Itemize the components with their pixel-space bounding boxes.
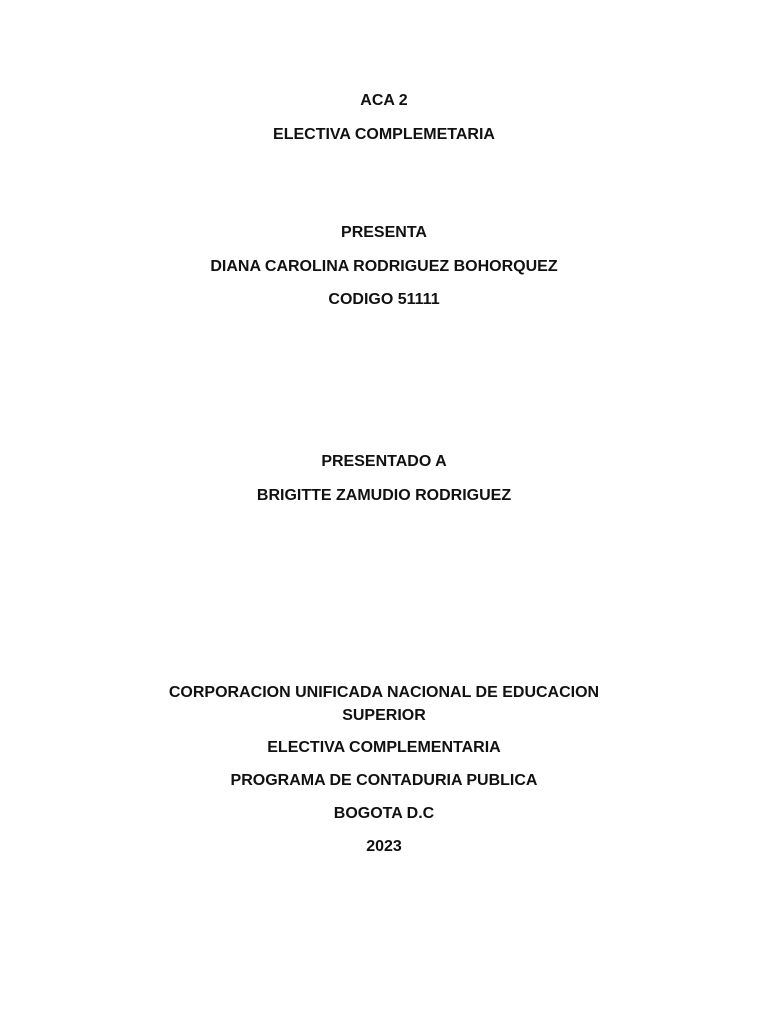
- author-name: DIANA CAROLINA RODRIGUEZ BOHORQUEZ: [210, 258, 558, 275]
- city: BOGOTA D.C: [333, 805, 435, 822]
- course-full-name: ELECTIVA COMPLEMENTARIA: [267, 739, 501, 756]
- activity-title: ACA 2: [360, 92, 408, 109]
- presented-to-label: PRESENTADO A: [321, 453, 447, 470]
- presented-by-label: PRESENTA: [341, 224, 427, 241]
- year: 2023: [366, 838, 402, 855]
- program-name: PROGRAMA DE CONTADURIA PUBLICA: [230, 772, 538, 789]
- institution-name: CORPORACION UNIFICADA NACIONAL DE EDUCACION SUPERIOR: [168, 684, 600, 724]
- author-code: CODIGO 51111: [328, 291, 440, 308]
- course-title: ELECTIVA COMPLEMETARIA: [273, 126, 495, 143]
- teacher-name: BRIGITTE ZAMUDIO RODRIGUEZ: [256, 487, 512, 504]
